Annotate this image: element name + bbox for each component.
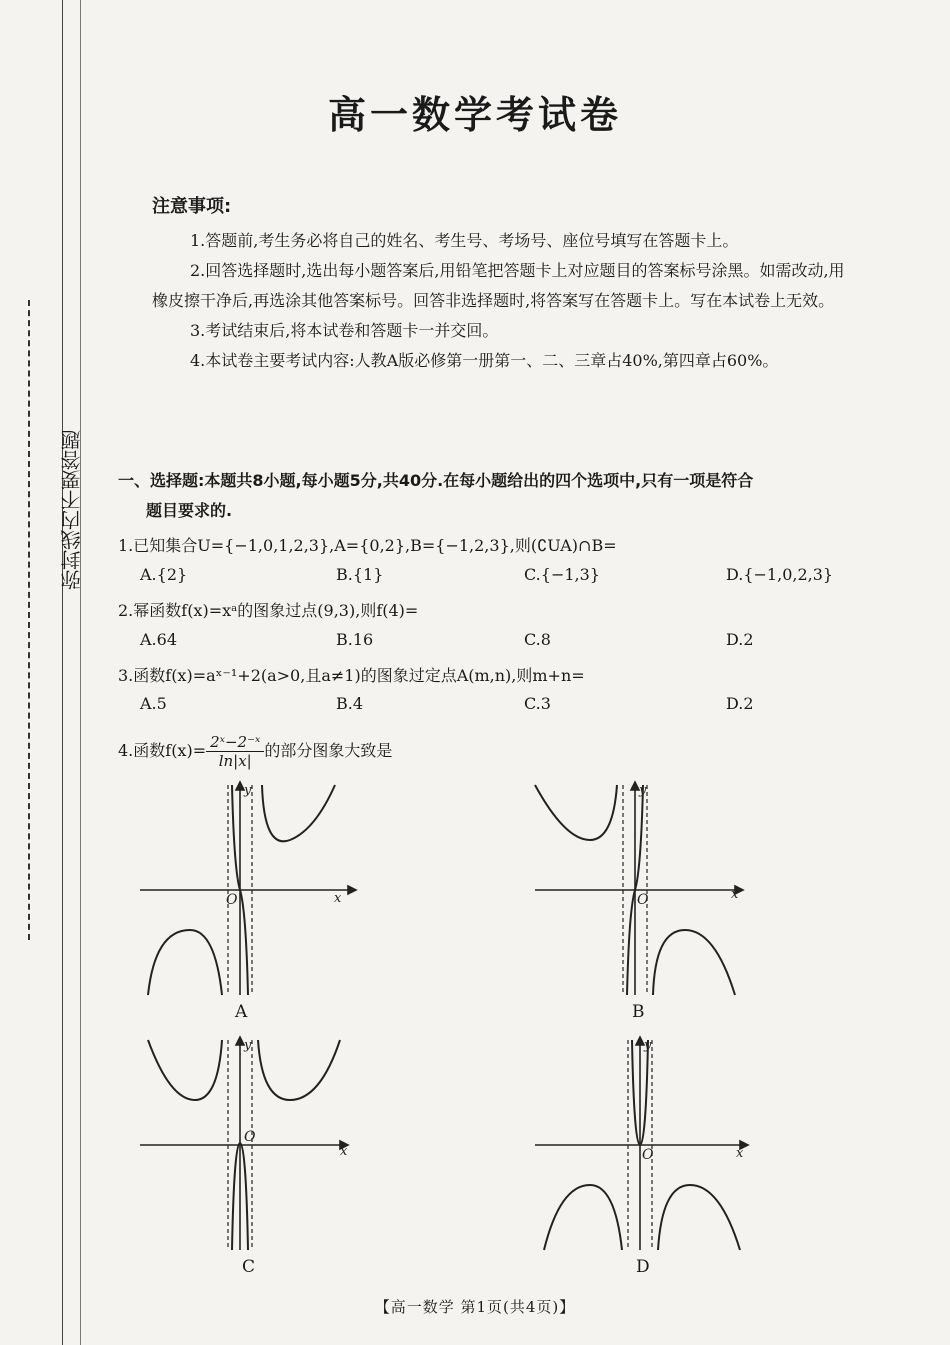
- notice-list: [152, 226, 852, 376]
- question-2-stem: 2.幂函数f(x)=xᵃ的图象过点(9,3),则f(4)=: [118, 601, 419, 620]
- question-4-stem: [118, 733, 888, 770]
- binding-line-outer: [62, 0, 63, 1345]
- question-1-option-c: C.{−1,3}: [524, 565, 600, 584]
- section-heading-line2: 题目要求的.: [146, 501, 233, 520]
- curve-right-branch: [658, 1185, 740, 1250]
- question-1-option-b: B.{1}: [336, 565, 384, 584]
- question-3-option-c: C.3: [524, 694, 551, 713]
- notice-item: 2.回答选择题时,选出每小题答案后,用铅笔把答题卡上对应题目的答案标号涂黑。如需改动,用橡皮擦干净后,再选涂其他答案标号。回答非选择题时,将答案写在答题卡上。写在本试卷上无效。: [152, 261, 845, 310]
- seal-dashed-line: [28, 300, 30, 940]
- curve-left-branch: [544, 1185, 622, 1250]
- y-axis-arrow-icon: [631, 782, 639, 790]
- graph-c: [130, 1035, 360, 1255]
- curve-left-branch: [535, 785, 617, 840]
- x-axis-label: x: [731, 887, 739, 902]
- question-3-option-b: B.4: [336, 694, 364, 713]
- question-3-option-d: D.2: [726, 694, 754, 713]
- y-axis-label: y: [644, 1038, 652, 1053]
- curve-right-branch: [262, 785, 335, 841]
- fraction-numerator: 2ˣ−2⁻ˣ: [206, 733, 264, 752]
- fraction-denominator: ln|x|: [218, 752, 252, 770]
- question-2-option-d: D.2: [726, 630, 754, 649]
- y-axis-arrow-icon: [236, 782, 244, 790]
- question-2-option-b: B.16: [336, 630, 374, 649]
- origin-label: O: [226, 892, 238, 908]
- y-axis-arrow-icon: [636, 1037, 644, 1045]
- y-axis-label: y: [639, 783, 647, 798]
- page-title: 高一数学考试卷: [327, 93, 622, 137]
- seal-margin-text: 弥封线内不要答题: [60, 430, 84, 590]
- y-axis-label: y: [244, 783, 252, 798]
- graph-b: [525, 780, 755, 1000]
- curve-right-branch: [258, 1040, 340, 1100]
- graph-d-label: D: [636, 1257, 650, 1277]
- graph-a-label: A: [235, 1002, 248, 1022]
- curve-left-branch: [148, 930, 222, 995]
- graph-c-label: C: [242, 1257, 256, 1277]
- origin-label: O: [642, 1147, 654, 1163]
- notice-item: 4.本试卷主要考试内容:人教A版必修第一册第一、二、三章占40%,第四章占60%。: [190, 351, 779, 370]
- origin-label: O: [244, 1129, 256, 1145]
- graph-a: [130, 780, 360, 1000]
- section-heading: [118, 466, 893, 526]
- x-axis-label: x: [340, 1144, 348, 1159]
- section-heading-line1: 一、选择题:本题共8小题,每小题5分,共40分.在每小题给出的四个选项中,只有一项是符合: [118, 471, 754, 490]
- y-axis-arrow-icon: [236, 1037, 244, 1045]
- y-axis-label: y: [244, 1038, 252, 1053]
- notice-heading: 注意事项:: [152, 196, 232, 217]
- question-4-suffix: 的部分图象大致是: [264, 741, 393, 760]
- curve-left-branch: [148, 1040, 222, 1100]
- question-2-option-a: A.64: [140, 630, 177, 649]
- x-axis-label: x: [736, 1146, 744, 1161]
- graph-b-label: B: [632, 1002, 645, 1022]
- question-3-option-a: A.5: [140, 694, 167, 713]
- origin-label: O: [637, 892, 649, 908]
- binding-line-inner: [80, 0, 81, 1345]
- notice-item: 3.考试结束后,将本试卷和答题卡一并交回。: [190, 321, 499, 340]
- question-1-stem: 1.已知集合U={−1,0,1,2,3},A={0,2},B={−1,2,3},则(∁UA)∩B=: [118, 536, 617, 555]
- question-1-option-d: D.{−1,0,2,3}: [726, 565, 834, 584]
- notice-item: 1.答题前,考生务必将自己的姓名、考生号、考场号、座位号填写在答题卡上。: [190, 231, 739, 250]
- question-4-prefix: 4.函数f(x)=: [118, 741, 207, 760]
- curve-right-branch: [653, 930, 735, 995]
- question-1-option-a: A.{2}: [140, 565, 188, 584]
- graph-d: [530, 1035, 760, 1255]
- question-2-option-c: C.8: [524, 630, 551, 649]
- fraction: [206, 733, 264, 770]
- x-axis-label: x: [334, 891, 342, 906]
- page-footer: 【高一数学 第1页(共4页)】: [374, 1298, 576, 1316]
- question-3-stem: 3.函数f(x)=aˣ⁻¹+2(a>0,且a≠1)的图象过定点A(m,n),则m+n=: [118, 666, 585, 685]
- x-axis-arrow-icon: [348, 886, 356, 894]
